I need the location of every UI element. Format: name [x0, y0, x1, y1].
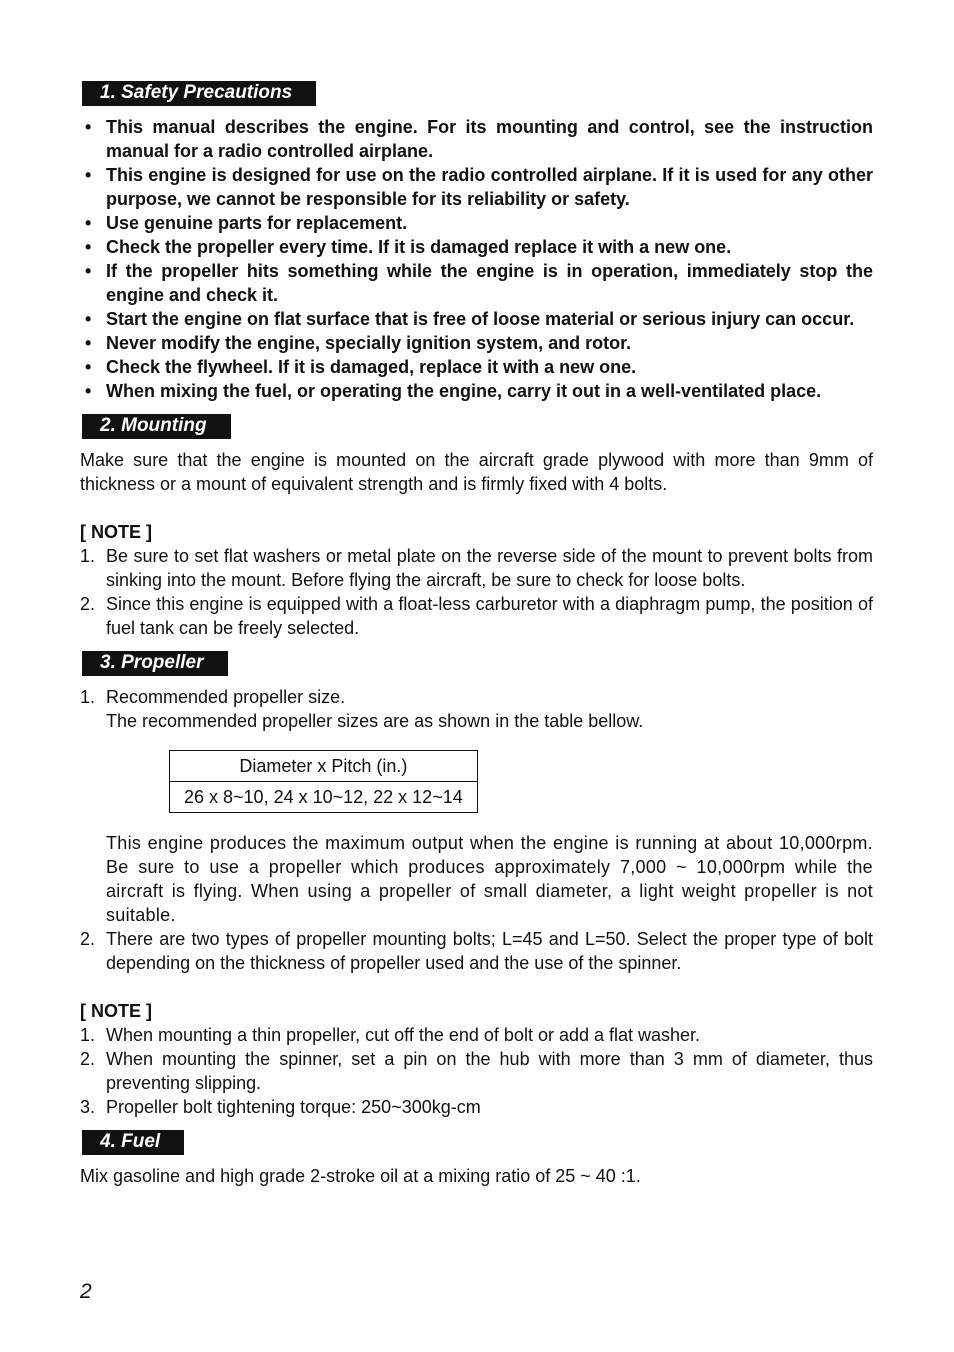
list-number: 2. [80, 929, 96, 949]
list-item [80, 544, 873, 592]
list-item [80, 1023, 873, 1047]
fuel-body: Mix gasoline and high grade 2-stroke oil at a mixing ratio of 25 ~ 40 :1. [80, 1166, 641, 1186]
list-item [80, 927, 873, 975]
propeller-notes [80, 1023, 873, 1119]
list-number: 3. [80, 1097, 96, 1117]
safety-list [80, 115, 873, 403]
mounting-body: Make sure that the engine is mounted on the aircraft grade plywood with more than 9mm of thickness or a mount of equivalent strength and is firmly fixed with 4 bolts. [80, 450, 873, 494]
section-header-mounting: 2. Mounting [82, 414, 231, 439]
propeller-item1-title: Recommended propeller size. [106, 687, 346, 707]
safety-item: • If the propeller hits something while the engine is in operation, immediately stop the engine and check it. [80, 259, 873, 307]
list-number: 1. [80, 687, 96, 707]
mounting-notes [80, 544, 873, 640]
list-text: Since this engine is equipped with a float-less carburetor with a diaphragm pump, the position of fuel tank can be freely selected. [106, 594, 873, 638]
manual-page [80, 80, 873, 1188]
section-header-fuel: 4. Fuel [82, 1130, 184, 1155]
page-number: 2 [80, 1280, 92, 1303]
list-item [80, 1047, 873, 1095]
section-propeller [80, 650, 873, 1119]
list-number: 2. [80, 1049, 96, 1069]
propeller-list [80, 685, 873, 975]
list-number: 1. [80, 1025, 96, 1045]
list-text: When mounting a thin propeller, cut off the end of bolt or add a flat washer. [106, 1025, 701, 1045]
list-item [80, 1095, 873, 1119]
list-number: 2. [80, 594, 96, 614]
table-header-cell: Diameter x Pitch (in.) [170, 751, 478, 782]
safety-item: • Never modify the engine, specially ignition system, and rotor. [80, 331, 873, 355]
list-item [80, 592, 873, 640]
propeller-item1-body: This engine produces the maximum output when the engine is running at about 10,000rpm. Be sure to use a propeller which produces approximately 7,000 ~ 10,000rpm while the aircraft is flying. When using a propeller of small diameter, a light weight propeller is not suitable. [106, 833, 873, 925]
propeller-size-table [169, 750, 478, 813]
propeller-item2-body: There are two types of propeller mounting bolts; L=45 and L=50. Select the proper type of bolt depending on the thickness of propeller used and the use of the spinner. [106, 929, 873, 973]
safety-item: • Start the engine on flat surface that is free of loose material or serious injury can occur. [80, 307, 873, 331]
list-number: 1. [80, 546, 96, 566]
mounting-note-label: [ NOTE ] [80, 522, 152, 542]
section-header-safety: 1. Safety Precautions [82, 81, 316, 106]
propeller-item1-intro: The recommended propeller sizes are as shown in the table bellow. [106, 711, 644, 731]
list-item [80, 685, 873, 927]
safety-item: • Check the propeller every time. If it is damaged replace it with a new one. [80, 235, 873, 259]
table-value-cell: 26 x 8~10, 24 x 10~12, 22 x 12~14 [170, 782, 478, 813]
list-text: Be sure to set flat washers or metal plate on the reverse side of the mount to prevent bolts from sinking into the mount. Before flying the aircraft, be sure to check for loose bolts. [106, 546, 873, 590]
safety-item: • Use genuine parts for replacement. [80, 211, 873, 235]
safety-item: • Check the flywheel. If it is damaged, replace it with a new one. [80, 355, 873, 379]
safety-item: • This engine is designed for use on the radio controlled airplane. If it is used for any other purpose, we cannot be responsible for its reliability or safety. [80, 163, 873, 211]
safety-item: • When mixing the fuel, or operating the engine, carry it out in a well-ventilated place. [80, 379, 873, 403]
section-mounting [80, 413, 873, 640]
list-text: When mounting the spinner, set a pin on the hub with more than 3 mm of diameter, thus preventing slipping. [106, 1049, 873, 1093]
section-header-propeller: 3. Propeller [82, 651, 228, 676]
safety-item: • This manual describes the engine. For its mounting and control, see the instruction manual for a radio controlled airplane. [80, 115, 873, 163]
list-text: Propeller bolt tightening torque: 250~300kg-cm [106, 1097, 481, 1117]
section-fuel [80, 1129, 873, 1188]
propeller-note-label: [ NOTE ] [80, 1001, 152, 1021]
